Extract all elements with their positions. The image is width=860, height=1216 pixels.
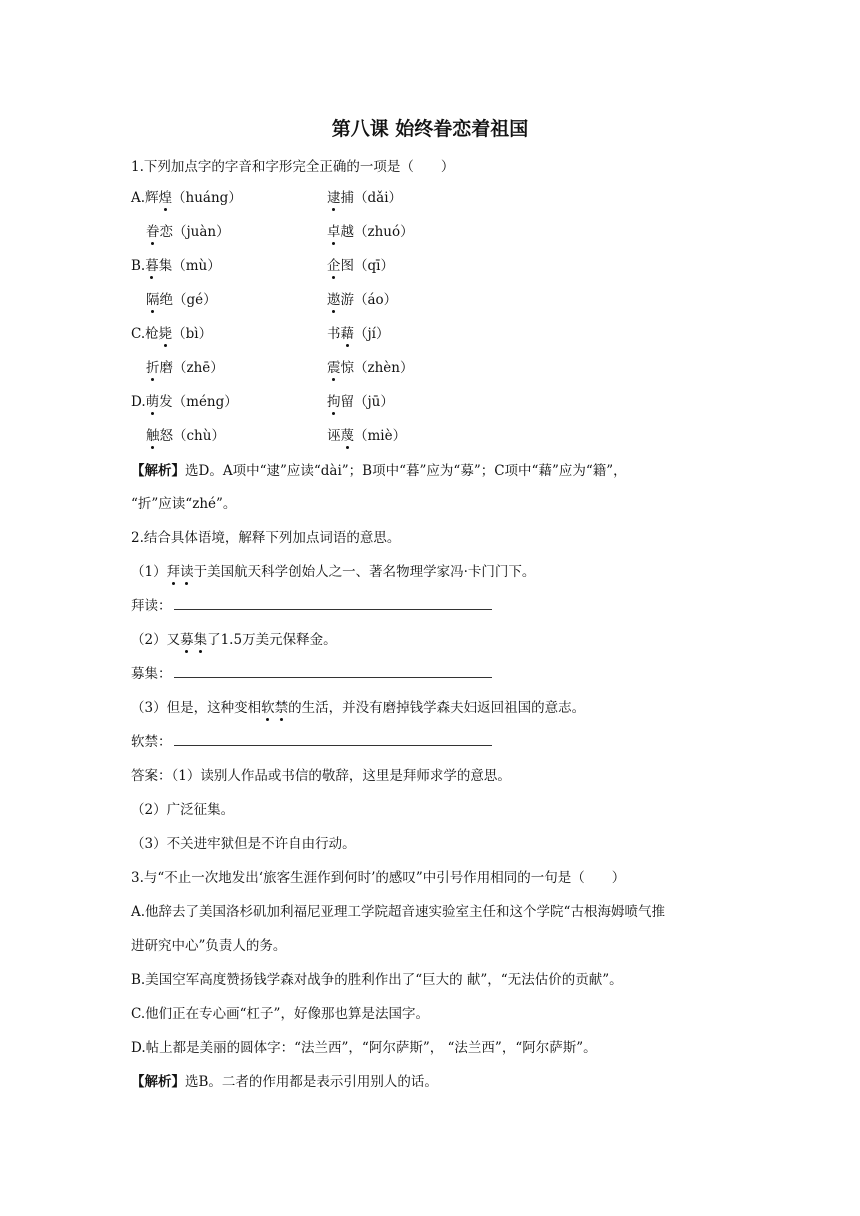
dotted-char: 萌: [145, 394, 160, 410]
q1-analysis: 【解析】选D。A项中“逮”应读“dài”；B项中“暮”应为“募”；C项中“藉”应为“籍”，: [131, 463, 627, 479]
dotted-char: 企: [327, 258, 341, 274]
dotted-char: 暮: [145, 258, 159, 274]
q3-option-c: C.他们正在专心画“杠子”，好像那也算是法国字。: [131, 1006, 429, 1022]
dotted-char: 拘: [327, 394, 341, 410]
dotted-char: 募: [180, 632, 194, 648]
q1-option-c-word4: 震惊（zhèn）: [327, 360, 414, 376]
answer-blank[interactable]: [174, 664, 492, 678]
dotted-char: 震: [327, 360, 341, 376]
dotted-char: 遨: [327, 292, 341, 308]
q3-option-b: B.美国空军高度赞扬钱学森对战争的胜利作出了“巨大的 献”，“无法估价的贡献”。: [131, 972, 623, 988]
dotted-char: 隔: [146, 292, 160, 308]
answer-blank[interactable]: [174, 596, 492, 610]
dotted-char: 读: [180, 564, 194, 580]
q2-answer-line-3: 软禁：: [131, 732, 492, 752]
q2-answer-1: 答案：（1）读别人作品或书信的敬辞，这里是拜师求学的意思。: [131, 768, 511, 784]
dotted-char: 逮: [327, 190, 341, 206]
option-label: B.: [131, 258, 146, 274]
q1-option-a-word4: 卓越（zhuó）: [327, 224, 414, 240]
q1-option-d-word4: 诬蔑（miè）: [327, 428, 407, 444]
dotted-char: 卓: [327, 224, 341, 240]
answer-blank[interactable]: [174, 732, 492, 746]
dotted-char: 拜: [166, 564, 181, 580]
q2-answer-line-1: 拜读：: [131, 596, 492, 616]
q1-option-b-word1: B.暮集（mù）: [131, 258, 221, 274]
analysis-label: 【解析】: [131, 1074, 185, 1090]
q1-option-d-word2: 拘留（jū）: [327, 394, 394, 410]
dotted-char: 触: [146, 428, 160, 444]
q3-option-a: A.他辞去了美国洛杉矶加利福尼亚理工学院超音速实验室主任和这个学院“古根海姆喷气推: [131, 904, 665, 920]
dotted-char: 藉: [340, 326, 354, 342]
q2-stem: 2.结合具体语境，解释下列加点词语的意思。: [131, 530, 401, 546]
q1-option-c-word2: 书藉（jí）: [327, 326, 390, 342]
dotted-char: 蔑: [340, 428, 354, 444]
q1-option-a-word3: 眷恋（juàn）: [146, 224, 230, 240]
dotted-char: 集: [193, 632, 208, 648]
q1-option-d-word1: D.萌发（méng）: [131, 394, 238, 410]
option-label: C.: [131, 326, 146, 342]
option-label: D.: [131, 394, 146, 410]
q1-option-c-word1: C.枪毙（bì）: [131, 326, 213, 342]
q1-option-b-word3: 隔绝（gé）: [146, 292, 217, 308]
q3-option-d: D.帖上都是美丽的圆体字：“法兰西”，“阿尔萨斯”， “法兰西”，“阿尔萨斯”。: [131, 1040, 597, 1056]
dotted-char: 禁: [274, 700, 289, 716]
page-title: 第八课 始终眷恋着祖国: [331, 118, 529, 140]
q3-analysis: 【解析】选B。二者的作用都是表示引用别人的话。: [131, 1074, 438, 1090]
q2-sentence-2: （2）又募集了1.5万美元保释金。: [131, 632, 337, 648]
dotted-char: 毙: [158, 326, 173, 342]
dotted-char: 眷: [146, 224, 160, 240]
analysis-label: 【解析】: [131, 463, 185, 479]
q1-option-a-word2: 逮捕（dǎi）: [327, 190, 403, 206]
q1-stem: 1.下列加点字的字音和字形完全正确的一项是（ ）: [131, 159, 455, 175]
q1-option-b-word2: 企图（qī）: [327, 258, 394, 274]
q2-sentence-3: （3）但是，这种变相软禁的生活，并没有磨掉钱学森夫妇返回祖国的意志。: [131, 700, 586, 716]
q1-option-a-word1: A.辉煌（huáng）: [131, 190, 242, 206]
q2-sentence-1: （1）拜读于美国航天科学创始人之一、著名物理学家冯·卡门门下。: [131, 564, 536, 580]
q2-answer-line-2: 募集：: [131, 664, 492, 684]
q1-option-d-word3: 触怒（chù）: [146, 428, 225, 444]
q1-option-b-word4: 遨游（áo）: [327, 292, 398, 308]
dotted-char: 折: [146, 360, 160, 376]
q3-option-a-cont: 进研究中心”负责人的务。: [131, 938, 287, 954]
dotted-char: 煌: [158, 190, 173, 206]
q1-analysis-cont: “折”应读“zhé”。: [131, 496, 237, 512]
q3-stem: 3.与“不止一次地发出‘旅客生涯作到何时’的感叹”中引号作用相同的一句是（ ）: [131, 870, 626, 886]
q2-answer-2: （2）广泛征集。: [131, 802, 235, 818]
q1-option-c-word3: 折磨（zhē）: [146, 360, 224, 376]
q2-answer-3: （3）不关进牢狱但是不许自由行动。: [131, 836, 356, 852]
option-label: A.: [131, 190, 146, 206]
dotted-char: 软: [261, 700, 275, 716]
